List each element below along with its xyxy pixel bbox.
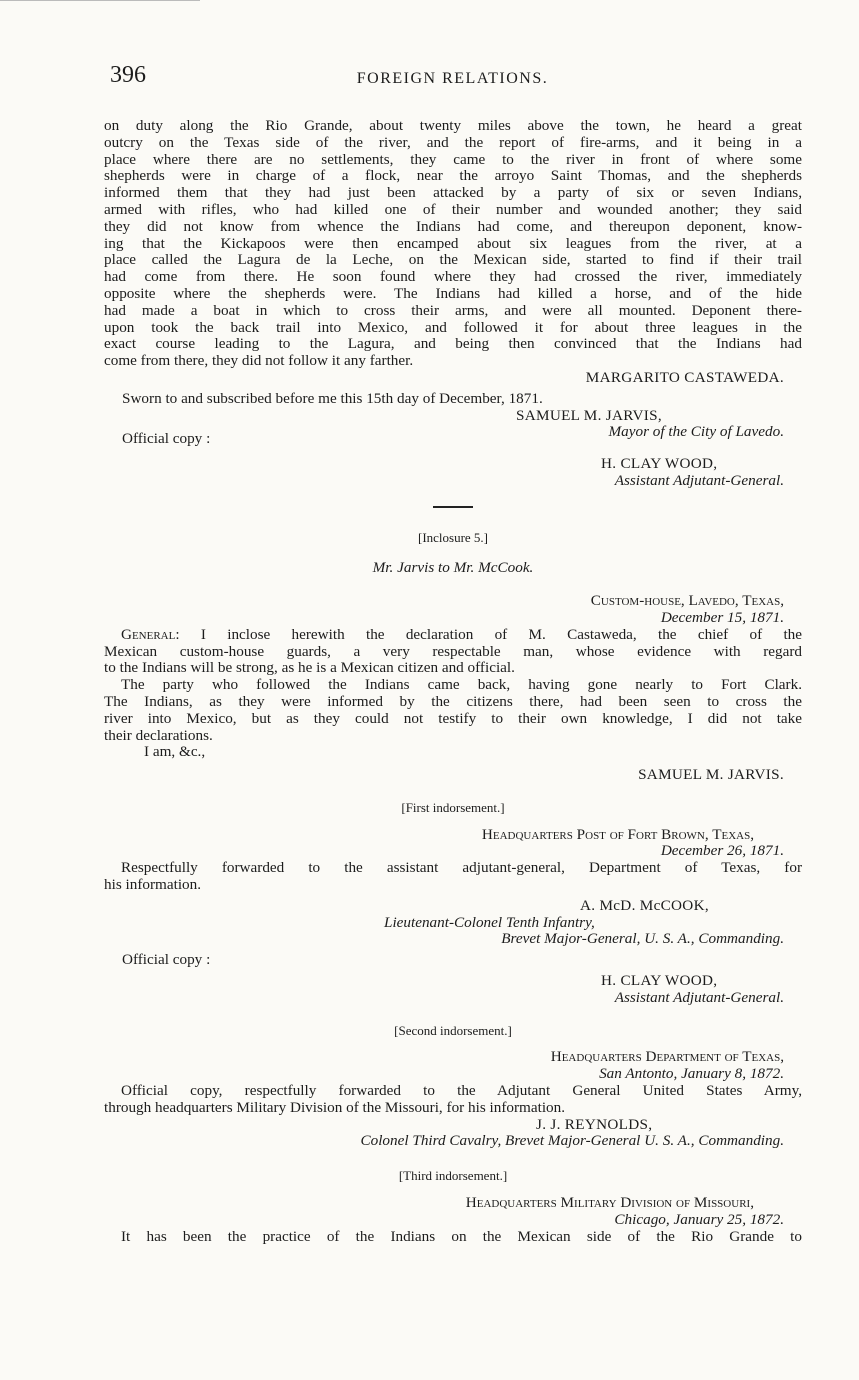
copy-signer-title: Assistant Adjutant-General. [614,471,784,489]
third-indorsement-date: Chicago, January 25, 1872. [614,1210,784,1228]
text-line: place where there are no settlements, they came to the river in front of where some [104,150,802,168]
second-indorsement-name: J. J. REYNOLDS, [536,1115,653,1133]
running-title: FOREIGN RELATIONS. [356,70,549,87]
page-number: 396 [110,62,146,88]
text-line: outcry on the Texas side of the river, and the report of fire-arms, and it being in a [104,133,802,151]
text-line: The Indians, as they were informed by the citizens there, had been seen to cross the [104,692,802,710]
letter-date: December 15, 1871. [660,608,784,626]
text-line: Mexican custom-house guards, a very respectable man, whose evidence with regard [104,642,802,660]
text-line: had come from there. He soon found where they had crossed the river, immediately [104,268,802,286]
mayor-title: Mayor of the City of Lavedo. [608,423,784,441]
text-line: Official copy, respectfully forwarded to the Adjutant General United States Army, [121,1082,802,1100]
first-indorsement-name: A. McD. McCOOK, [580,896,709,914]
sworn-statement: Sworn to and subscribed before me this 15th day of December, 1871. [122,389,543,407]
text-line: river into Mexico, but as they could not testify to their own knowledge, I did not take [104,709,802,727]
third-indorsement-place: Headquarters Military Division of Missouri, [465,1194,754,1212]
deposition-text [104,118,802,370]
letter-place: Custom-house, Lavedo, Texas, [590,592,784,610]
deponent-signature: MARGARITO CASTAWEDA. [585,368,784,386]
text-line: opposite where the shepherds were. The Indians had killed a horse, and of the hide [104,284,802,302]
text-line: come from there, they did not follow it any farther. [104,352,414,370]
scan-edge-rule [0,0,200,1]
official-copy-label: Official copy : [122,430,211,448]
text-line: their declarations. [104,726,213,744]
second-indorsement-date: San Antonto, January 8, 1872. [599,1065,784,1083]
text-line: It has been the practice of the Indians on the Mexican side of the Rio Grande to [121,1227,802,1245]
text-line: on duty along the Rio Grande, about twenty miles above the town, he heard a great [104,117,802,134]
text-line: armed with rifles, who had killed one of their number and wounded another; they said [104,200,802,218]
text-line: ing that the Kickapoos were then encamped about six leagues from the river, at a [104,234,802,252]
inclosure-label: [Inclosure 5.] [417,529,489,545]
second-indorsement-rank: Colonel Third Cavalry, Brevet Major-General U. S. A., Commanding. [360,1132,784,1150]
official-copy-label: Official copy : [122,951,211,969]
letter-closing: I am, &c., [144,743,206,761]
first-indorsement-label: [First indorsement.] [401,799,505,815]
first-indorsement-rank: Lieutenant-Colonel Tenth Infantry, [384,913,595,931]
first-indorsement-date: December 26, 1871. [660,842,784,860]
page-body [104,118,802,1245]
copy-signer-name: H. CLAY WOOD, [601,972,718,990]
salutation-text: I inclose herewith the declaration of M. Castaweda, the chief of the [179,625,802,643]
mayor-name: SAMUEL M. JARVIS, [516,406,662,424]
second-indorsement-place: Headquarters Department of Texas, [550,1048,784,1066]
text-line: to the Indians will be strong, as he is a Mexican citizen and official. [104,659,515,677]
copy-signer-title: Assistant Adjutant-General. [614,988,784,1006]
salutation: General: [121,625,180,643]
text-line: they did not know from whence the Indians had come, and thereupon deponent, know- [104,217,802,235]
text-line: had made a boat in which to cross their arms, and were all mounted. Deponent there- [104,301,802,319]
text-line: his information. [104,876,202,894]
second-indorsement-label: [Second indorsement.] [394,1022,512,1038]
copy-signer-name: H. CLAY WOOD, [601,454,718,472]
third-indorsement-label: [Third indorsement.] [398,1168,508,1184]
page-header [104,62,801,96]
letter-signature: SAMUEL M. JARVIS. [638,766,784,784]
first-indorsement-command: Brevet Major-General, U. S. A., Commanding. [501,930,784,948]
text-line [104,627,802,644]
first-indorsement-place: Headquarters Post of Fort Brown, Texas, [481,825,754,843]
text-line: The party who followed the Indians came back, having gone nearly to Fort Clark. [121,676,802,694]
text-line: upon took the back trail into Mexico, and followed it for about three leagues in the [104,318,802,336]
text-line: shepherds were in charge of a flock, near the arroyo Saint Thomas, and the shepherds [104,167,802,185]
text-line: through headquarters Military Division of the Missouri, for his information. [104,1098,566,1116]
text-line: exact course leading to the Lagura, and being then convinced that the Indians had [104,335,802,353]
text-line: Respectfully forwarded to the assistant adjutant-general, Department of Texas, for [121,859,802,877]
text-line: place called the Lagura de la Leche, on the Mexican side, started to find if their trail [104,251,802,269]
text-line: informed them that they had just been attacked by a party of six or seven Indians, [104,184,802,202]
letter-title: Mr. Jarvis to Mr. McCook. [372,559,534,577]
